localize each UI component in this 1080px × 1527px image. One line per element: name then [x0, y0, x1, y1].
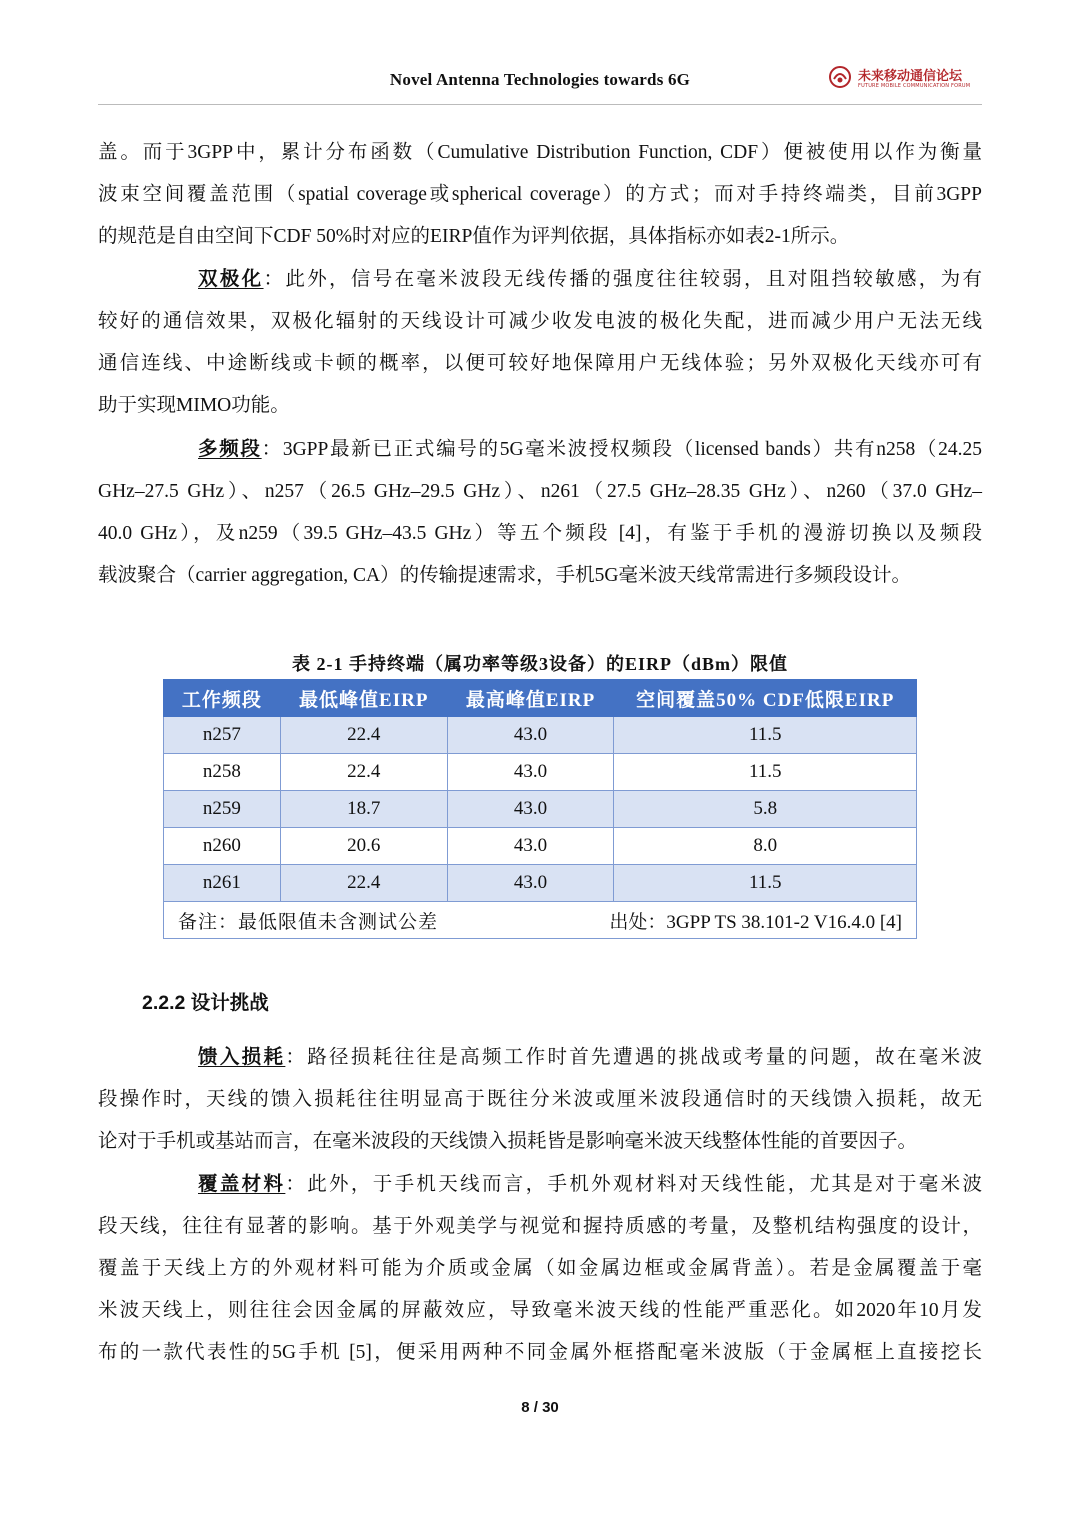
table-cell: 22.4 — [280, 717, 447, 754]
text-line: GHz–27.5 GHz）、n257（26.5 GHz–29.5 GHz）、n261（27.5 GHz–28.35 GHz）、n260（37.0 GHz– — [98, 481, 982, 502]
table-source: 出处：3GPP TS 38.101-2 V16.4.0 [4] — [609, 911, 902, 933]
keyword-multiband: 多频段 — [198, 439, 262, 460]
table-note-cell — [164, 902, 917, 939]
logo-chinese-name: 未来移动通信论坛 — [858, 69, 963, 84]
text-span: ：3GPP最新已正式编号的5G毫米波授权频段（licensed bands）共有n258（24.25 — [261, 439, 982, 460]
section-heading: 2.2.2 设计挑战 — [142, 992, 269, 1014]
text-line — [98, 1164, 982, 1206]
eirp-table — [163, 679, 917, 939]
column-header: 最高峰值EIRP — [447, 680, 614, 717]
text-line: 的规范是自由空间下CDF 50%时对应的EIRP值作为评判依据，具体指标亦如表2-1所示。 — [98, 226, 850, 247]
text-line — [98, 429, 982, 471]
text-line: 助于实现MIMO功能。 — [98, 395, 290, 416]
column-header: 最低峰值EIRP — [280, 680, 447, 717]
table-cell: n261 — [164, 865, 281, 902]
forum-logo-icon — [828, 65, 852, 89]
table-cell: 43.0 — [447, 791, 614, 828]
text-line — [98, 259, 982, 301]
paragraph-dual-polarization — [98, 259, 982, 427]
text-line: 盖。而于3GPP中，累计分布函数（Cumulative Distribution Function, CDF）便被使用以作为衡量 — [98, 142, 982, 163]
paragraph-feed-loss — [98, 1037, 982, 1163]
text-span: ：此外，于手机天线而言，手机外观材料对天线性能，尤其是对于毫米波 — [285, 1174, 982, 1195]
table-cell: n260 — [164, 828, 281, 865]
logo-english-name: FUTURE MOBILE COMMUNICATION FORUM — [858, 83, 971, 89]
table-cell: n257 — [164, 717, 281, 754]
keyword-cover-material: 覆盖材料 — [198, 1174, 286, 1195]
table-cell: n258 — [164, 754, 281, 791]
table-row — [164, 717, 917, 754]
text-line: 米波天线上，则往往会因金属的屏蔽效应，导致毫米波天线的性能严重恶化。如2020年10月发 — [98, 1300, 982, 1321]
page-number: 8 / 30 — [521, 1399, 559, 1416]
text-line: 通信连线、中途断线或卡顿的概率，以便可较好地保障用户无线体验；另外双极化天线亦可有 — [98, 353, 982, 374]
table-row — [164, 791, 917, 828]
text-line: 布的一款代表性的5G手机 [5]，便采用两种不同金属外框搭配毫米波版（于金属框上直接挖长 — [98, 1342, 982, 1363]
text-line: 载波聚合（carrier aggregation, CA）的传输提速需求，手机5G毫米波天线常需进行多频段设计。 — [98, 565, 911, 586]
table-header-row — [164, 680, 917, 717]
text-line: 波束空间覆盖范围（spatial coverage或spherical coverage）的方式；而对手持终端类，目前3GPP — [98, 184, 982, 205]
header-divider — [98, 104, 982, 105]
table-cell: 18.7 — [280, 791, 447, 828]
table-row — [164, 754, 917, 791]
keyword-dual-polarization: 双极化 — [198, 269, 264, 290]
table-cell: 43.0 — [447, 754, 614, 791]
table-cell: n259 — [164, 791, 281, 828]
table-cell: 5.8 — [614, 791, 917, 828]
text-line: 较好的通信效果，双极化辐射的天线设计可减少收发电波的极化失配，进而减少用户无法无线 — [98, 311, 982, 332]
column-header: 空间覆盖50% CDF低限EIRP — [614, 680, 917, 717]
text-span: ：此外，信号在毫米波段无线传播的强度往往较弱，且对阻挡较敏感，为有 — [263, 269, 982, 290]
table-cell: 20.6 — [280, 828, 447, 865]
table-cell: 11.5 — [614, 865, 917, 902]
table-cell: 8.0 — [614, 828, 917, 865]
table-cell: 11.5 — [614, 754, 917, 791]
text-line: 段天线，往往有显著的影响。基于外观美学与视觉和握持质感的考量，及整机结构强度的设计， — [98, 1216, 982, 1237]
keyword-feed-loss: 馈入损耗 — [198, 1047, 286, 1068]
text-line: 论对于手机或基站而言，在毫米波段的天线馈入损耗皆是影响毫米波天线整体性能的首要因子。 — [98, 1131, 918, 1152]
table-cell: 11.5 — [614, 717, 917, 754]
table-row — [164, 828, 917, 865]
header-title: Novel Antenna Technologies towards 6G — [389, 70, 691, 89]
table-cell: 22.4 — [280, 754, 447, 791]
text-line — [98, 1037, 982, 1079]
paragraph-cover-material — [98, 1164, 982, 1374]
table-cell: 43.0 — [447, 717, 614, 754]
column-header: 工作频段 — [164, 680, 281, 717]
paragraph-multiband — [98, 429, 982, 597]
text-line: 段操作时，天线的馈入损耗往往明显高于既往分米波或厘米波段通信时的天线馈入损耗，故无 — [98, 1089, 982, 1110]
table-cell: 43.0 — [447, 865, 614, 902]
table-cell: 43.0 — [447, 828, 614, 865]
forum-logo — [828, 62, 988, 96]
table-caption: 表 2-1 手持终端（属功率等级3设备）的EIRP（dBm）限值 — [291, 654, 788, 674]
text-line: 40.0 GHz），及n259（39.5 GHz–43.5 GHz）等五个频段 [4]，有鉴于手机的漫游切换以及频段 — [98, 523, 982, 544]
table-cell: 22.4 — [280, 865, 447, 902]
text-span: ：路径损耗往往是高频工作时首先遭遇的挑战或考量的问题，故在毫米波 — [285, 1047, 982, 1068]
table-note: 备注：最低限值未含测试公差 — [178, 911, 439, 933]
table-row — [164, 865, 917, 902]
table-note-row — [164, 902, 917, 939]
paragraph-cdf — [98, 132, 982, 258]
text-line: 覆盖于天线上方的外观材料可能为介质或金属（如金属边框或金属背盖）。若是金属覆盖于毫 — [98, 1258, 982, 1279]
